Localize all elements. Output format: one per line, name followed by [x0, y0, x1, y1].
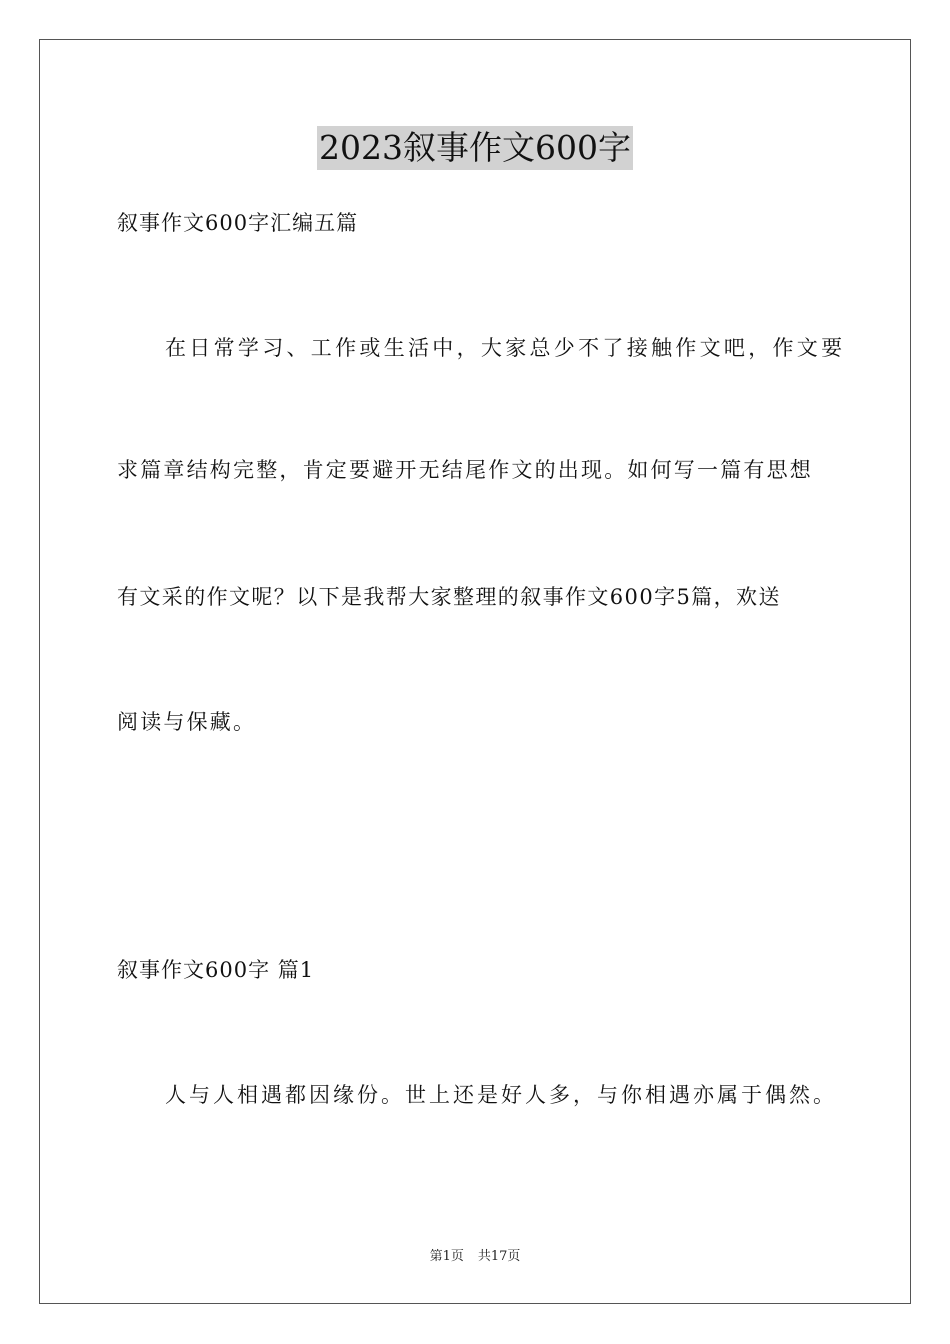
- page-number: 第1页: [429, 1249, 464, 1264]
- title-container: [0, 126, 950, 170]
- intro-line-4: 阅读与保藏。: [117, 710, 257, 734]
- intro-line-2: 求篇章结构完整，肯定要避开无结尾作文的出现。如何写一篇有思想: [117, 458, 813, 482]
- intro-line-3: 有文采的作文呢？以下是我帮大家整理的叙事作文600字5篇，欢送: [117, 585, 781, 609]
- intro-line-1: 在日常学习、工作或生活中，大家总少不了接触作文吧，作文要: [165, 336, 846, 360]
- document-title: 2023叙事作文600字: [317, 126, 633, 170]
- document-subtitle: 叙事作文600字汇编五篇: [117, 211, 359, 235]
- page-total: 共17页: [477, 1249, 521, 1264]
- section-heading: 叙事作文600字 篇1: [117, 958, 315, 982]
- page-footer: [0, 1248, 950, 1266]
- section-paragraph-line: 人与人相遇都因缘份。世上还是好人多，与你相遇亦属于偶然。: [165, 1083, 837, 1107]
